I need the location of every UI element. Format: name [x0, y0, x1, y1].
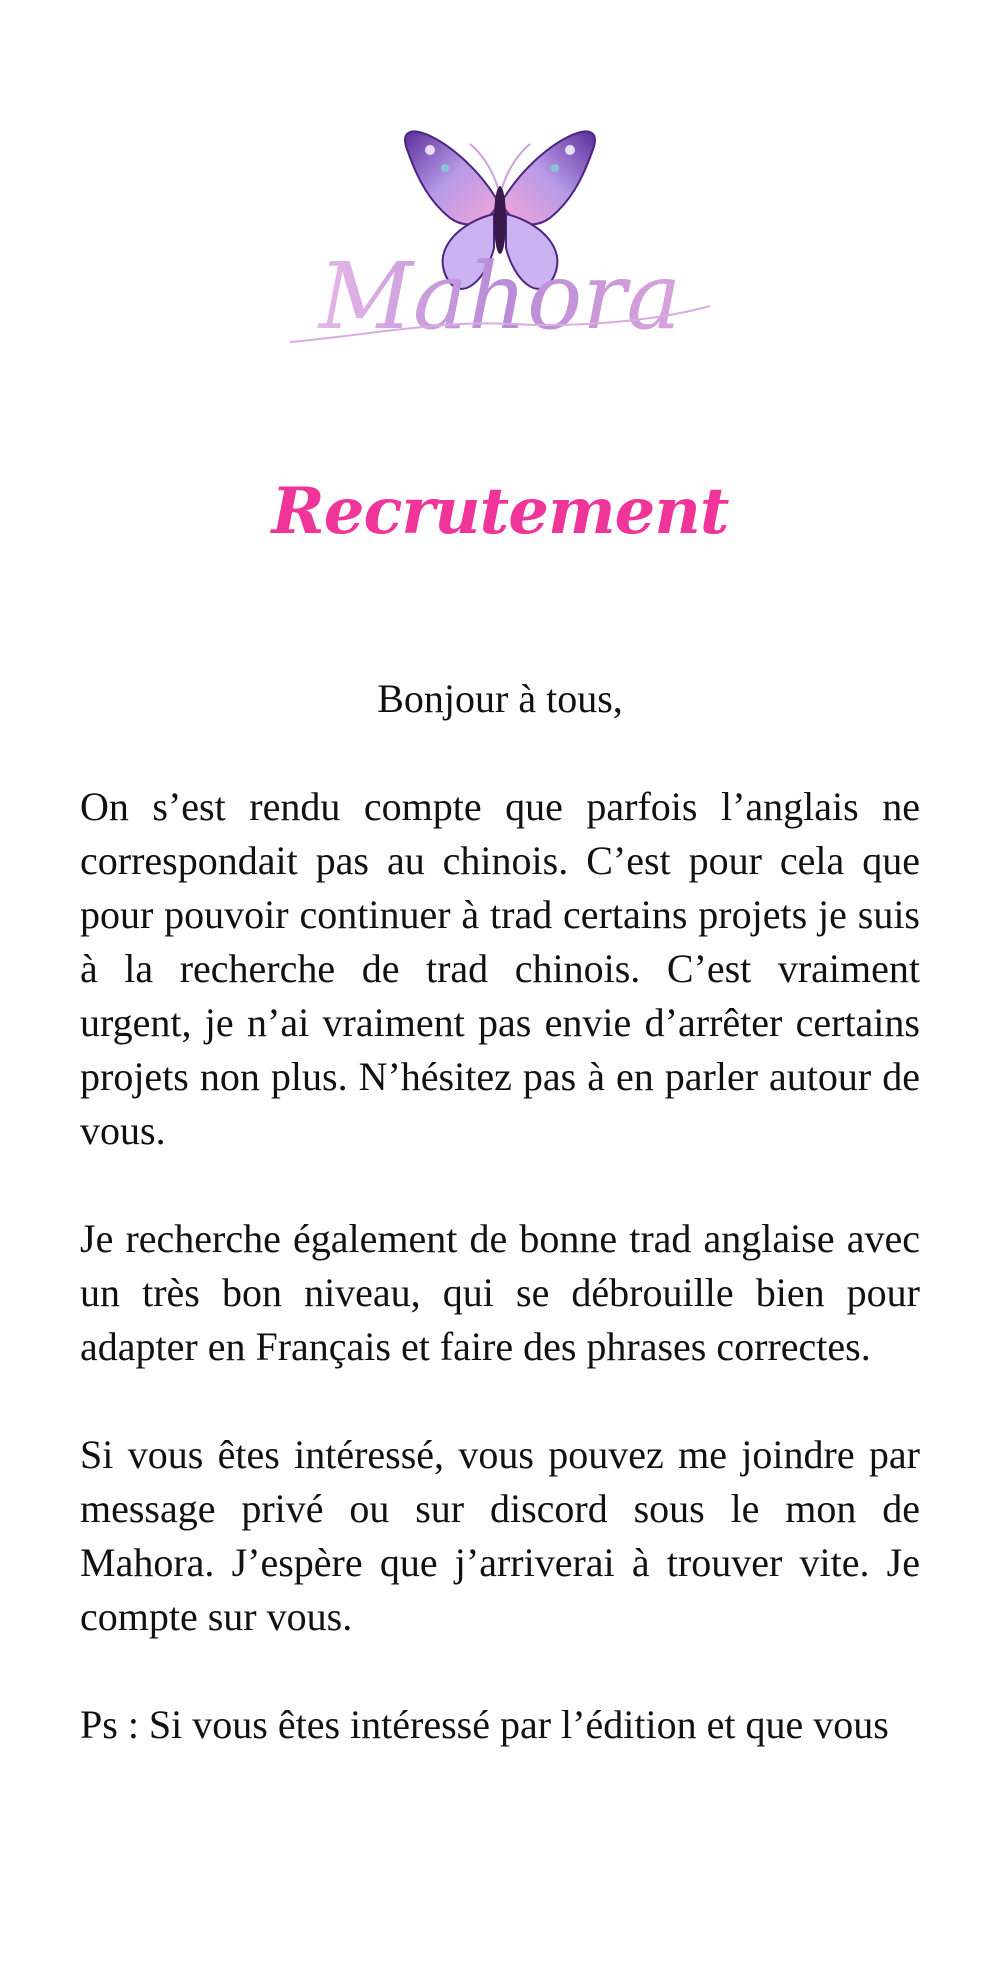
logo-text: Mahora — [318, 243, 682, 350]
page-title: Recrutement — [271, 474, 729, 549]
butterfly-icon — [280, 110, 720, 360]
article-body — [80, 672, 920, 1806]
paragraph-chinese-translators: On s’est rendu compte que parfois l’anglais ne correspondait pas au chinois. C’est pour cela que pour pouvoir continuer à trad certains projets je suis à la recherche de trad chinois. C’est vraiment urgent, je n’ai vraiment pas envie d’arrêter certains projets non plus. N’hésitez pas à en parler autour de vous. — [80, 784, 920, 1153]
greeting-paragraph: Bonjour à tous, — [377, 676, 623, 721]
paragraph-contact: Si vous êtes intéressé, vous pouvez me joindre par message privé ou sur discord sous le mon de Mahora. J’espère que j’arriverai à trouver vite. Je compte sur vous. — [80, 1432, 920, 1639]
paragraph-english-translators: Je recherche également de bonne trad anglaise avec un très bon niveau, qui se débrouille bien pour adapter en Français et faire des phrases correctes. — [80, 1216, 920, 1369]
paragraph-ps: Ps : Si vous êtes intéressé par l’édition et que vous — [80, 1702, 889, 1747]
mahora-logo — [280, 110, 720, 360]
